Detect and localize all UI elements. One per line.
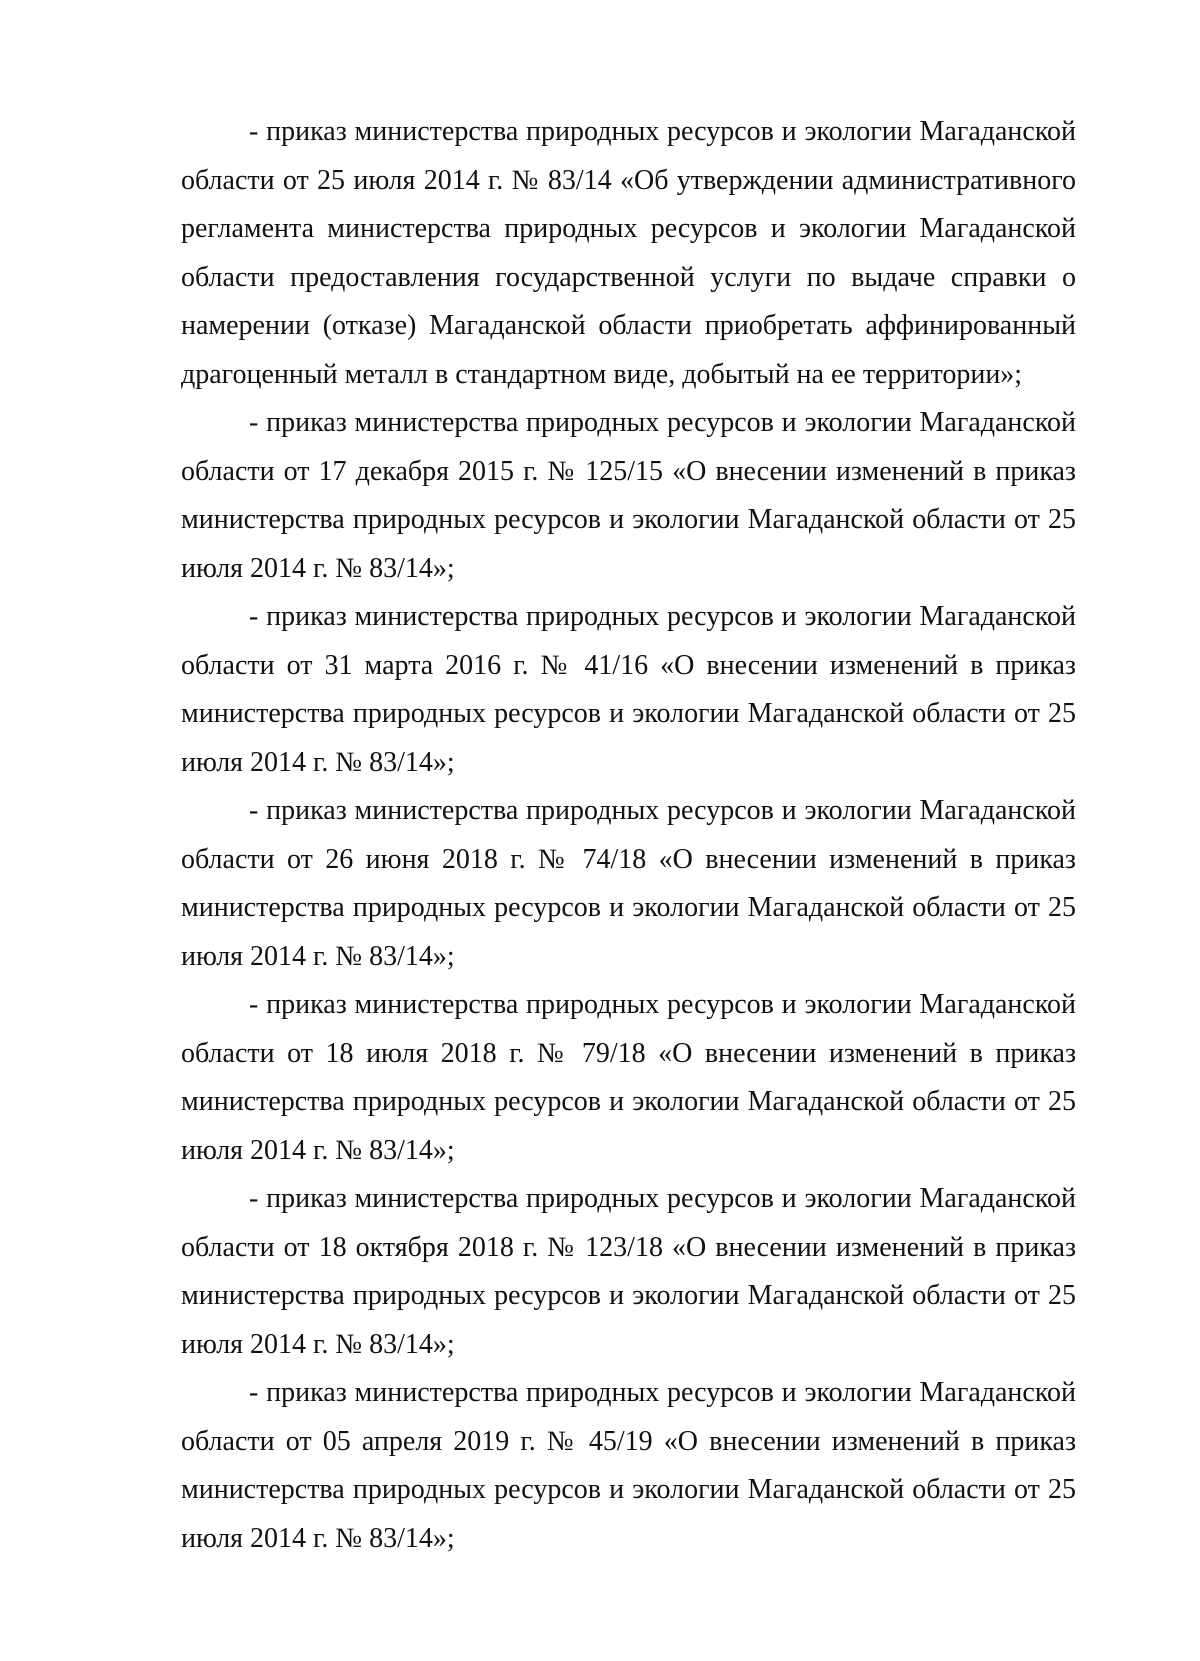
list-item-order-125-15: - приказ министерства природных ресурсов и экологии Магаданской области от 17 декабря 2015 г. № 125/15 «О внесении изменений в приказ министерства природных ресурсов и экологии Магаданской области от 25 июля 2014 г. № 83/14»; — [181, 407, 1076, 584]
list-item-order-45-19: - приказ министерства природных ресурсов и экологии Магаданской области от 05 апреля 2019 г. № 45/19 «О внесении изменений в приказ министерства природных ресурсов и экологии Магаданской области от 25 июля 2014 г. № 83/14»; — [181, 1377, 1076, 1554]
document-body — [181, 108, 1076, 1563]
list-item-order-41-16: - приказ министерства природных ресурсов и экологии Магаданской области от 31 марта 2016 г. № 41/16 «О внесении изменений в приказ министерства природных ресурсов и экологии Магаданской области от 25 июля 2014 г. № 83/14»; — [181, 601, 1076, 778]
list-item-order-79-18: - приказ министерства природных ресурсов и экологии Магаданской области от 18 июля 2018 г. № 79/18 «О внесении изменений в приказ министерства природных ресурсов и экологии Магаданской области от 25 июля 2014 г. № 83/14»; — [181, 989, 1076, 1166]
list-item-order-74-18: - приказ министерства природных ресурсов и экологии Магаданской области от 26 июня 2018 г. № 74/18 «О внесении изменений в приказ министерства природных ресурсов и экологии Магаданской области от 25 июля 2014 г. № 83/14»; — [181, 795, 1076, 972]
list-item-order-83-14: - приказ министерства природных ресурсов и экологии Магаданской области от 25 июля 2014 г. № 83/14 «Об утверждении административного регламента министерства природных ресурсов и экологии Магаданской области предоставления государственной услуги по выдаче справки о намерении (отказе) Магаданской области приобретать аффинированный драгоценный металл в стандартном виде, добытый на ее территории»; — [181, 116, 1076, 390]
list-item-order-123-18: - приказ министерства природных ресурсов и экологии Магаданской области от 18 октября 2018 г. № 123/18 «О внесении изменений в приказ министерства природных ресурсов и экологии Магаданской области от 25 июля 2014 г. № 83/14»; — [181, 1183, 1076, 1360]
